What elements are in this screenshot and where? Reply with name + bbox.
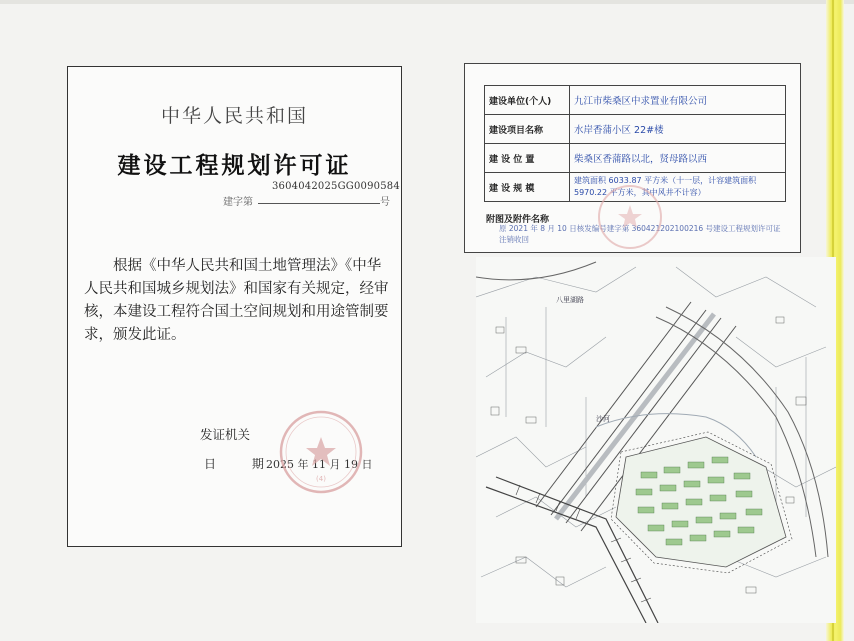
- issuer-label: 发证机关: [200, 427, 251, 442]
- site-plan-map: [476, 257, 836, 623]
- row-value: 建筑面积 6033.87 平方米（十一层，计容建筑面积 5970.22 平方米，其中风井不计容）: [570, 173, 786, 202]
- table-row: [485, 115, 786, 144]
- official-seal-icon: [595, 182, 665, 256]
- country-name: 中华人民共和国: [160, 105, 308, 127]
- number-suffix: 号: [380, 197, 390, 208]
- number-underline: [258, 203, 380, 204]
- row-value: 水岸香蒲小区 22#楼: [570, 115, 786, 144]
- planning-permit-certificate: [67, 66, 402, 547]
- site-plan-drawing: [476, 257, 836, 623]
- row-value: 柴桑区香蒲路以北，贤母路以西: [570, 144, 786, 173]
- table-row: [485, 144, 786, 173]
- number-prefix: 建字第: [223, 197, 253, 208]
- row-label: 建 设 位 置: [485, 144, 570, 173]
- date-label: 日 期: [204, 457, 280, 471]
- certificate-title: 建设工程规划许可证: [117, 152, 352, 179]
- svg-text:(4): (4): [316, 475, 326, 483]
- certificate-number: 3604042025GG0090584: [272, 181, 400, 192]
- official-seal-icon: [276, 407, 366, 501]
- issue-date: 2025 年 11 月 19 日: [266, 458, 373, 471]
- river-label: 沙河: [596, 415, 610, 423]
- certificate-body: 根据《中华人民共和国土地管理法》《中华人民共和国城乡规划法》和国家有关规定，经审核，本建设工程符合国土空间规划和用途管制要求，颁发此证。: [84, 258, 389, 343]
- table-row: [485, 86, 786, 115]
- attachments-label: 附图及附件名称: [486, 215, 550, 225]
- permit-detail-form: [464, 63, 801, 253]
- row-label: 建设项目名称: [485, 115, 570, 144]
- road-label: 八里湖路: [556, 296, 584, 304]
- row-label: 建 设 规 模: [485, 173, 570, 202]
- top-edge: [0, 0, 854, 4]
- attachments-text: 原 2021 年 8 月 10 日核发编号建字第 360421202100216 号建设工程规划许可证注销收回: [499, 224, 781, 244]
- row-value: 九江市柴桑区中求置业有限公司: [570, 86, 786, 115]
- row-label: 建设单位(个人): [485, 86, 570, 115]
